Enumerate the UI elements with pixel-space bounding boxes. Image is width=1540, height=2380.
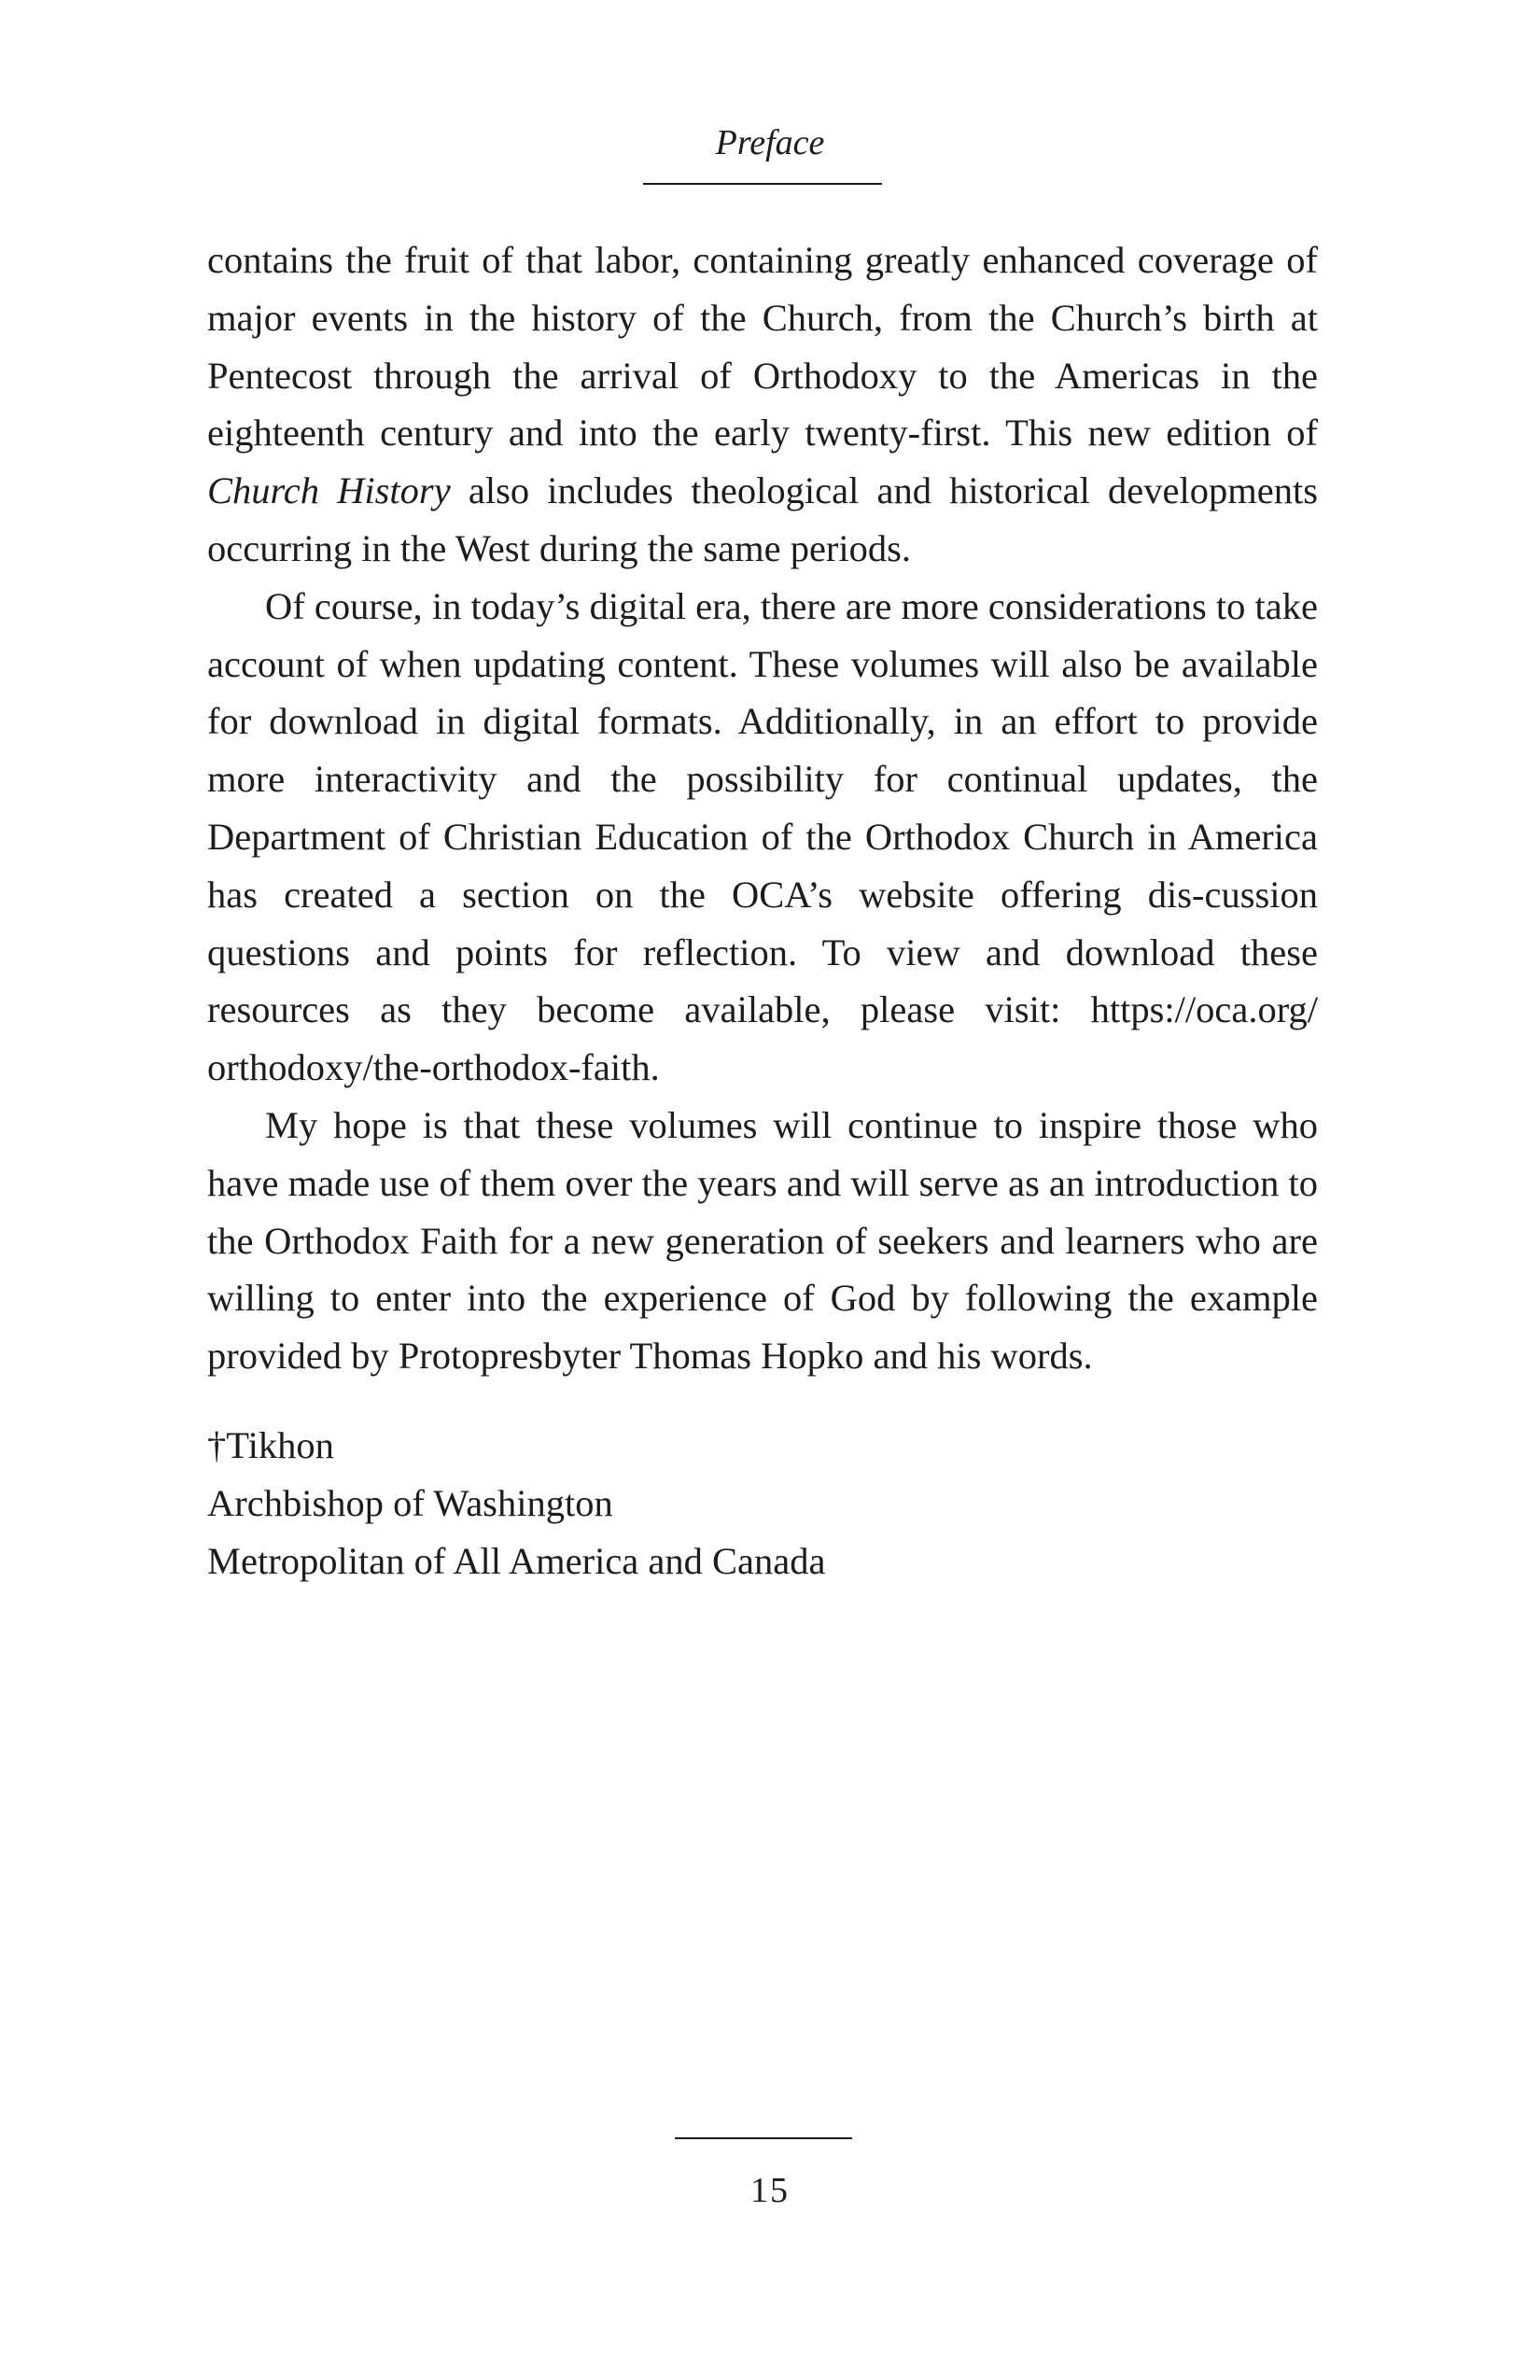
signature-block: [207, 1417, 1318, 1589]
paragraph-1-text-b: also includes theological and historical developments occurring in the West during the same periods.: [207, 469, 1318, 569]
paragraph-3: My hope is that these volumes will continue to inspire those who have made use of them over the years and will serve as an introduction to the Orthodox Faith for a new generation of seekers and learners who are willing to enter into the experience of God by following the example provided by Protopresbyter Thomas Hopko and his words.: [207, 1103, 1318, 1378]
footer-rule: [675, 2137, 852, 2139]
header-rule: [643, 183, 882, 185]
paragraph-1-text-a: contains the fruit of that labor, containing greatly enhanced coverage of major events in the history of the Church, from the Church’s birth at Pentecost through the arrival of Orthodoxy to the Americas in the eighteenth century and into the early twenty-first. This new edition of: [207, 239, 1318, 455]
signature-name: †Tikhon: [207, 1424, 334, 1466]
paragraph-1: [207, 231, 1318, 578]
paragraph-2: Of course, in today’s digital era, there are more considerations to take account of when updating content. These volumes will also be available for download in digital formats. Additionally, in an effort to provide more interactivity and the possibility for continual updates, the Department of Christian Education of the Orthodox Church in America has created a section on the OCA’s website offering dis-cussion questions and points for reflection. To view and download these resources as they become available, please visit: https://oca.org/ orthodoxy/the-orthodox-faith.: [207, 584, 1318, 1089]
signature-title-archbishop: Archbishop of Washington: [207, 1481, 613, 1524]
book-title-church-history: Church History: [207, 469, 451, 512]
body-text: [207, 231, 1318, 1385]
signature-title-metropolitan: Metropolitan of All America and Canada: [207, 1539, 826, 1582]
page-number: 15: [750, 2171, 790, 2210]
running-head-title: Preface: [715, 123, 825, 162]
